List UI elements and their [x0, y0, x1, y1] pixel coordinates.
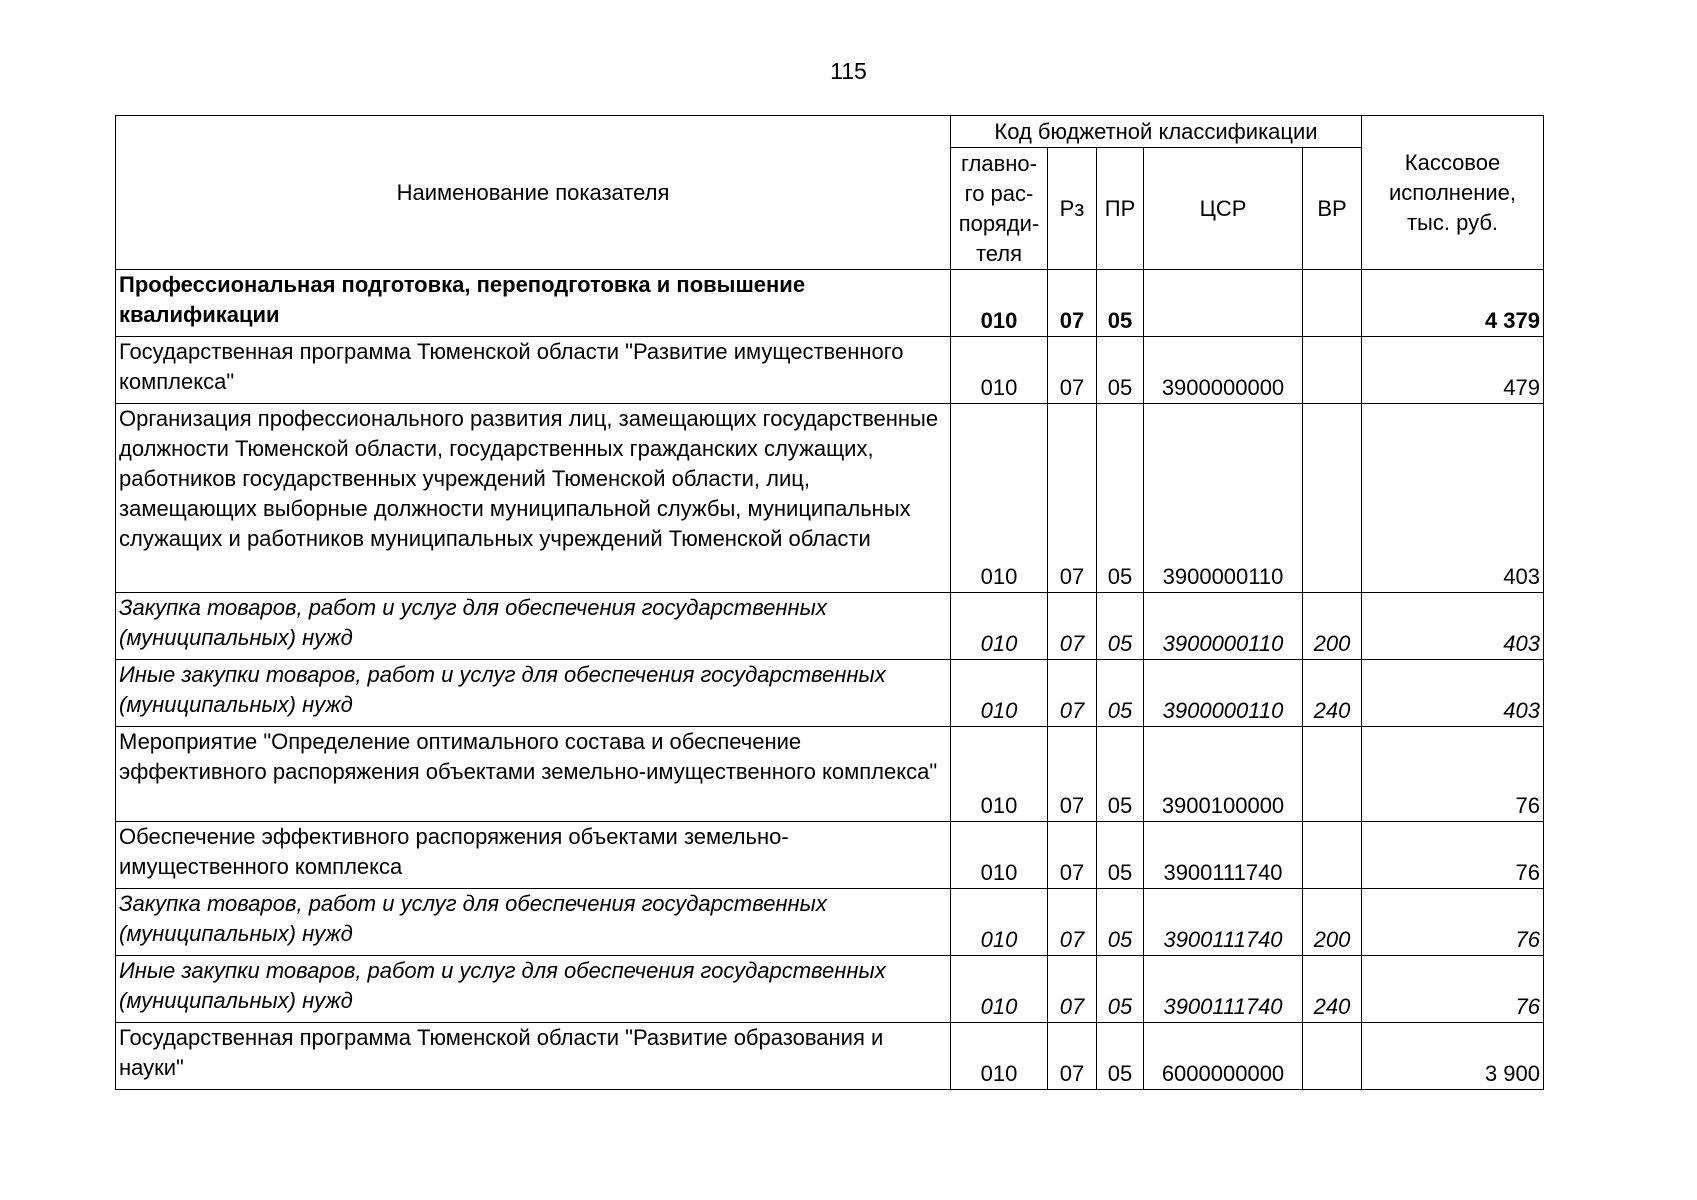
row-vr — [1303, 1023, 1362, 1090]
row-pr: 05 — [1097, 822, 1144, 889]
table-row — [116, 822, 1544, 889]
header-vr: ВР — [1303, 148, 1362, 270]
row-glav: 010 — [951, 593, 1048, 660]
row-name: Иные закупки товаров, работ и услуг для обеспечения государственных (муниципальных) нужд — [116, 660, 951, 727]
row-amount: 403 — [1362, 660, 1544, 727]
row-glav: 010 — [951, 727, 1048, 822]
row-glav: 010 — [951, 956, 1048, 1023]
row-amount: 76 — [1362, 889, 1544, 956]
row-rz: 07 — [1048, 337, 1097, 404]
row-pr: 05 — [1097, 660, 1144, 727]
row-rz: 07 — [1048, 822, 1097, 889]
row-csr: 3900000000 — [1144, 337, 1303, 404]
row-pr: 05 — [1097, 889, 1144, 956]
row-amount: 403 — [1362, 593, 1544, 660]
row-amount: 76 — [1362, 727, 1544, 822]
row-csr: 3900000110 — [1144, 660, 1303, 727]
row-amount: 76 — [1362, 822, 1544, 889]
row-name: Государственная программа Тюменской области "Развитие имущественного комплекса" — [116, 337, 951, 404]
row-pr: 05 — [1097, 404, 1144, 593]
row-glav: 010 — [951, 1023, 1048, 1090]
row-vr — [1303, 822, 1362, 889]
row-csr — [1144, 270, 1303, 337]
row-vr — [1303, 337, 1362, 404]
table-row — [116, 1023, 1544, 1090]
row-vr — [1303, 270, 1362, 337]
row-csr: 3900111740 — [1144, 822, 1303, 889]
table-row — [116, 337, 1544, 404]
table-row — [116, 593, 1544, 660]
row-pr: 05 — [1097, 337, 1144, 404]
page-number: 115 — [830, 58, 867, 84]
row-rz: 07 — [1048, 889, 1097, 956]
row-glav: 010 — [951, 337, 1048, 404]
row-vr: 200 — [1303, 593, 1362, 660]
row-pr: 05 — [1097, 593, 1144, 660]
table-row — [116, 727, 1544, 822]
row-name: Иные закупки товаров, работ и услуг для обеспечения государственных (муниципальных) нужд — [116, 956, 951, 1023]
row-rz: 07 — [1048, 593, 1097, 660]
row-name: Профессиональная подготовка, переподготовка и повышение квалификации — [116, 270, 951, 337]
row-name: Обеспечение эффективного распоряжения объектами земельно- имущественного комплекса — [116, 822, 951, 889]
row-glav: 010 — [951, 660, 1048, 727]
row-glav: 010 — [951, 889, 1048, 956]
row-csr: 6000000000 — [1144, 1023, 1303, 1090]
table-row — [116, 270, 1544, 337]
row-csr: 3900100000 — [1144, 727, 1303, 822]
table-row — [116, 660, 1544, 727]
row-glav: 010 — [951, 270, 1048, 337]
table-row — [116, 956, 1544, 1023]
row-name: Закупка товаров, работ и услуг для обеспечения государственных (муниципальных) нужд — [116, 889, 951, 956]
row-csr: 3900111740 — [1144, 956, 1303, 1023]
header-glav: главно- го рас- поряди- теля — [951, 148, 1048, 270]
row-amount: 4 379 — [1362, 270, 1544, 337]
row-pr: 05 — [1097, 727, 1144, 822]
header-amount: Кассовое исполнение, тыс. руб. — [1362, 116, 1544, 270]
row-csr: 3900000110 — [1144, 404, 1303, 593]
row-csr: 3900111740 — [1144, 889, 1303, 956]
row-pr: 05 — [1097, 1023, 1144, 1090]
table-header — [116, 116, 1544, 270]
header-rz: Рз — [1048, 148, 1097, 270]
row-vr: 240 — [1303, 956, 1362, 1023]
row-name: Мероприятие "Определение оптимального состава и обеспечение эффективного распоряжения объектами земельно-имущественного комплекса" — [116, 727, 951, 822]
row-glav: 010 — [951, 404, 1048, 593]
row-name: Закупка товаров, работ и услуг для обеспечения государственных (муниципальных) нужд — [116, 593, 951, 660]
row-glav: 010 — [951, 822, 1048, 889]
row-csr: 3900000110 — [1144, 593, 1303, 660]
table-row — [116, 404, 1544, 593]
row-name: Организация профессионального развития лиц, замещающих государственные должности Тюменской области, государственных гражданских служащих, работников государственных учреждений Тюменской области, лиц, замещающих выборные должности муниципальной службы, муниципальных служащих и работников муниципальных учреждений Тюменской области — [116, 404, 951, 593]
row-rz: 07 — [1048, 956, 1097, 1023]
row-vr: 240 — [1303, 660, 1362, 727]
row-amount: 3 900 — [1362, 1023, 1544, 1090]
row-vr: 200 — [1303, 889, 1362, 956]
header-pr: ПР — [1097, 148, 1144, 270]
header-name: Наименование показателя — [116, 116, 951, 270]
budget-table — [115, 115, 1544, 1090]
row-rz: 07 — [1048, 270, 1097, 337]
row-vr — [1303, 727, 1362, 822]
header-kbk: Код бюджетной классификации — [951, 116, 1362, 148]
row-pr: 05 — [1097, 270, 1144, 337]
row-amount: 479 — [1362, 337, 1544, 404]
table-row — [116, 889, 1544, 956]
row-rz: 07 — [1048, 727, 1097, 822]
row-rz: 07 — [1048, 404, 1097, 593]
row-rz: 07 — [1048, 1023, 1097, 1090]
row-amount: 76 — [1362, 956, 1544, 1023]
row-pr: 05 — [1097, 956, 1144, 1023]
row-amount: 403 — [1362, 404, 1544, 593]
row-vr — [1303, 404, 1362, 593]
header-csr: ЦСР — [1144, 148, 1303, 270]
row-rz: 07 — [1048, 660, 1097, 727]
row-name: Государственная программа Тюменской области "Развитие образования и науки" — [116, 1023, 951, 1090]
